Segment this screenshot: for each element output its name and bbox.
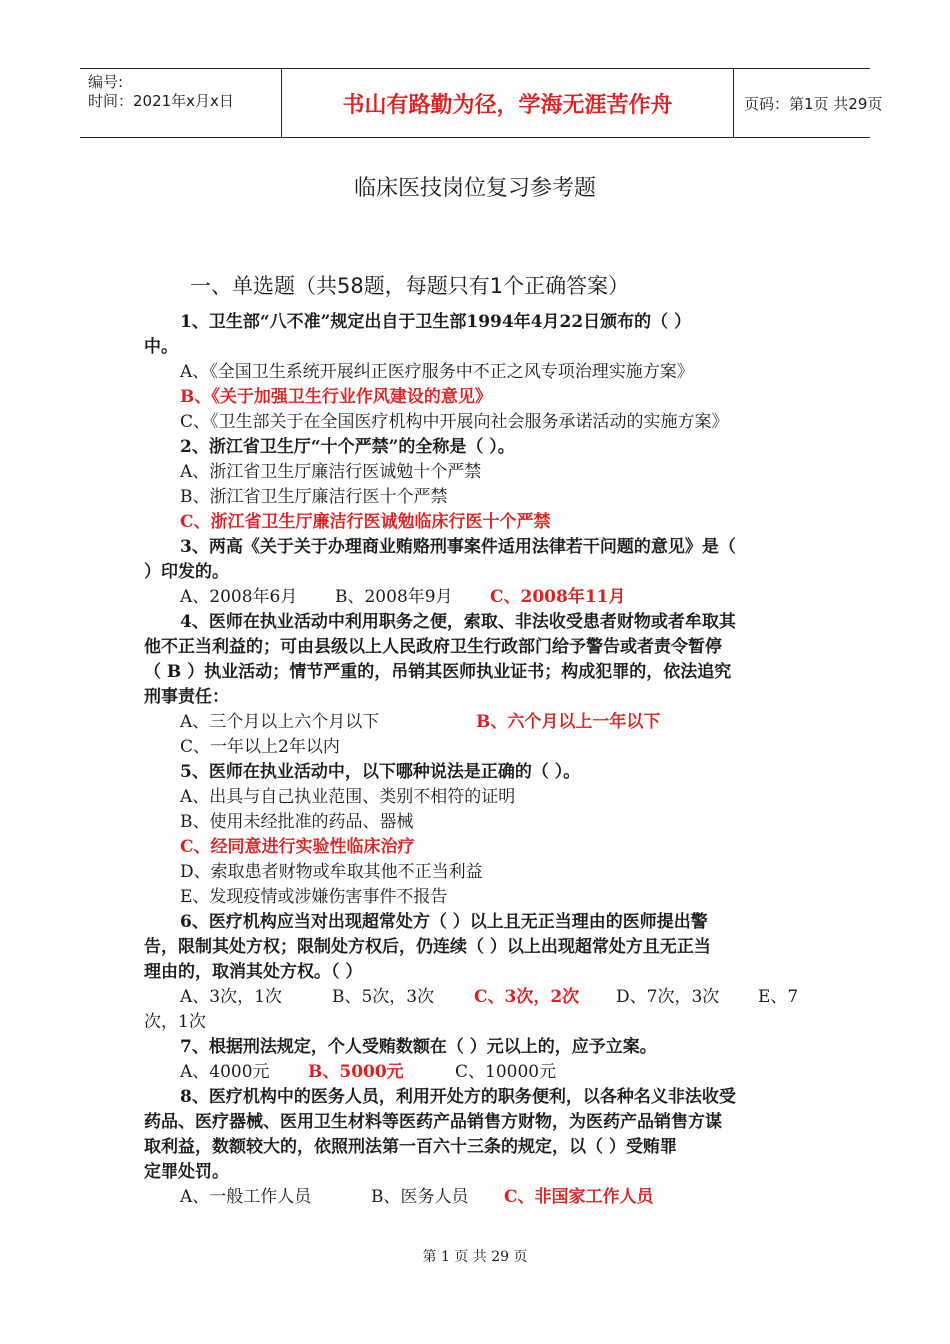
question-line (144, 1110, 809, 1135)
text-segment: A、浙江省卫生厅廉洁行医诚勉十个严禁 (180, 462, 482, 482)
question-line (144, 635, 809, 660)
option-line (144, 860, 809, 885)
text-segment: B、5次，3次 (332, 987, 435, 1007)
correct-answer: B、《关于加强卫生行业作风建设的意见》 (180, 387, 492, 407)
text-segment: 定罪处罚。 (144, 1162, 229, 1182)
question-line (144, 435, 809, 460)
date-label: 时间：2021年x月x日 (88, 92, 234, 110)
text-segment: （ B ）执业活动；情节严重的，吊销其医师执业证书；构成犯罪的，依法追究 (144, 662, 732, 682)
text-segment: C、《卫生部关于在全国医疗机构中开展向社会服务承诺活动的实施方案》 (180, 412, 729, 432)
question-line (144, 1035, 809, 1060)
option-line (144, 885, 809, 910)
text-segment: C、10000元 (455, 1062, 557, 1082)
question-line (144, 335, 809, 360)
text-segment: B、使用未经批准的药品、器械 (180, 812, 414, 832)
header-table (80, 68, 883, 138)
correct-answer: B、六个月以上一年以下 (476, 712, 661, 732)
text-segment: 8、医疗机构中的医务人员，利用开处方的职务便利，以各种名义非法收受 (180, 1087, 736, 1107)
option-line (144, 785, 809, 810)
question-line (144, 760, 809, 785)
text-segment: 次，1次 (144, 1012, 206, 1032)
text-segment: D、索取患者财物或牟取其他不正当利益 (180, 862, 483, 882)
question-list (144, 310, 809, 1210)
correct-answer: C、经同意进行实验性临床治疗 (180, 837, 415, 857)
question-line (144, 1085, 809, 1110)
text-segment: D、7次，3次 (616, 987, 720, 1007)
text-segment: B、浙江省卫生厅廉洁行医十个严禁 (180, 487, 448, 507)
text-segment: 中。 (144, 337, 178, 357)
option-line (144, 385, 809, 410)
option-line (144, 585, 809, 610)
option-line (144, 510, 809, 535)
text-segment: A、4000元 (180, 1062, 270, 1082)
text-segment: 4、医师在执业活动中利用职务之便，索取、非法收受患者财物或者牟取其 (180, 612, 736, 632)
text-segment: 告，限制其处方权；限制处方权后，仍连续（ ）以上出现超常处方且无正当 (144, 937, 711, 957)
option-line (144, 460, 809, 485)
text-segment: 理由的，取消其处方权。（ ） (144, 962, 363, 982)
serial-label: 编号: (88, 73, 124, 91)
section-title: 一、单选题（共58题，每题只有1个正确答案） (190, 274, 630, 298)
text-segment: A、三个月以上六个月以下 (180, 712, 380, 732)
option-line (144, 810, 809, 835)
header-page-info: 页码：第1页 共29页 (744, 94, 883, 113)
text-segment: 7、根据刑法规定，个人受贿数额在（ ）元以上的，应予立案。 (180, 1037, 657, 1057)
question-line (144, 960, 809, 985)
question-line (144, 310, 809, 335)
question-line (144, 1160, 809, 1185)
header-motto: 书山有路勤为径，学海无涯苦作舟 (282, 69, 734, 137)
text-segment: 2、浙江省卫生厅“十个严禁”的全称是（ ）。 (180, 437, 515, 457)
doc-title: 临床医技岗位复习参考题 (353, 176, 596, 201)
option-line (144, 735, 809, 760)
text-segment: 6、医疗机构应当对出现超常处方（ ）以上且无正当理由的医师提出警 (180, 912, 708, 932)
question-line (144, 1135, 809, 1160)
option-line (144, 1060, 809, 1085)
option-line (144, 710, 809, 735)
text-segment: A、3次，1次 (180, 987, 282, 1007)
option-line (144, 1010, 809, 1035)
text-segment: 刑事责任： (144, 687, 229, 707)
text-segment: A、《全国卫生系统开展纠正医疗服务中不正之风专项治理实施方案》 (180, 362, 694, 382)
text-segment: C、一年以上2年以内 (180, 737, 340, 757)
question-line (144, 660, 809, 685)
option-line (144, 835, 809, 860)
text-segment: A、一般工作人员 (180, 1187, 312, 1207)
question-line (144, 535, 809, 560)
text-segment: ）印发的。 (144, 562, 229, 582)
text-segment: E、发现疫情或涉嫌伤害事件不报告 (180, 887, 448, 907)
option-line (144, 985, 809, 1010)
text-segment: B、2008年9月 (335, 587, 453, 607)
option-line (144, 410, 809, 435)
text-segment: A、2008年6月 (180, 587, 298, 607)
text-segment: E、7 (758, 987, 799, 1007)
page-footer: 第 1 页 共 29 页 (422, 1249, 528, 1265)
correct-answer: C、浙江省卫生厅廉洁行医诚勉临床行医十个严禁 (180, 512, 551, 532)
text-segment: 1、卫生部“八不准”规定出自于卫生部1994年4月22日颁布的（ ） (180, 312, 692, 332)
question-line (144, 685, 809, 710)
text-segment: A、出具与自己执业范围、类别不相符的证明 (180, 787, 516, 807)
option-line (144, 485, 809, 510)
text-segment: 3、两高《关于关于办理商业贿赂刑事案件适用法律若干问题的意见》是（ (180, 537, 736, 557)
text-segment: 药品、医疗器械、医用卫生材料等医药产品销售方财物，为医药产品销售方谋 (144, 1112, 722, 1132)
text-segment: 5、医师在执业活动中，以下哪种说法是正确的（ ）。 (180, 762, 581, 782)
question-line (144, 910, 809, 935)
text-segment: 取利益，数额较大的，依照刑法第一百六十三条的规定，以（ ）受贿罪 (144, 1137, 677, 1157)
correct-answer: C、2008年11月 (490, 587, 626, 607)
correct-answer: B、5000元 (308, 1062, 404, 1082)
option-line (144, 360, 809, 385)
header-meta-cell (80, 69, 282, 137)
correct-answer: C、3次，2次 (474, 987, 580, 1007)
question-line (144, 610, 809, 635)
question-line (144, 935, 809, 960)
correct-answer: C、非国家工作人员 (504, 1187, 654, 1207)
text-segment: 他不正当利益的；可由县级以上人民政府卫生行政部门给予警告或者责令暂停 (144, 637, 722, 657)
text-segment: B、医务人员 (371, 1187, 469, 1207)
option-line (144, 1185, 809, 1210)
question-line (144, 560, 809, 585)
